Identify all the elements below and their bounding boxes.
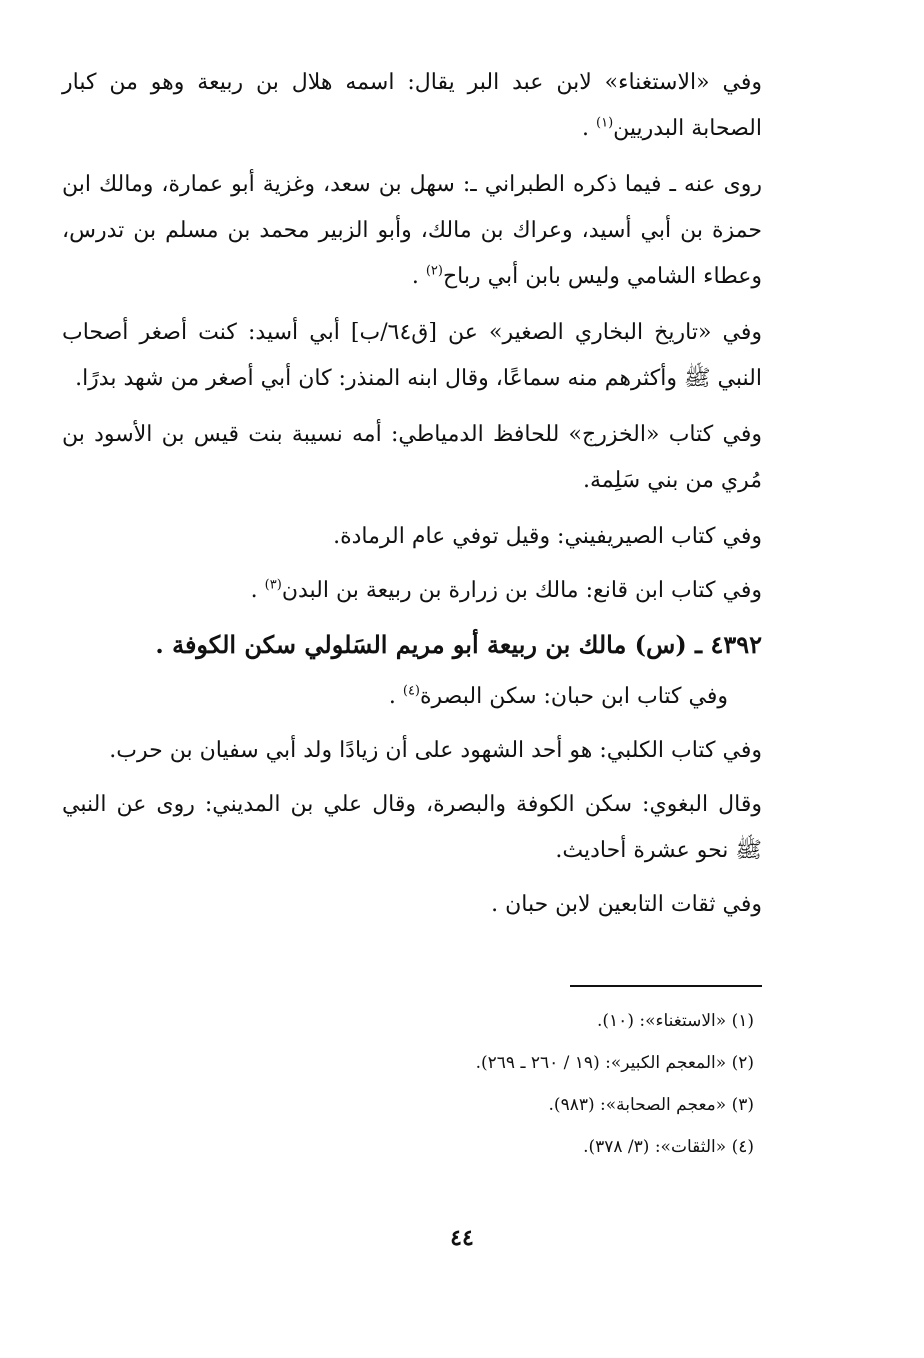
- footnote-ref-3: (٣): [264, 577, 282, 593]
- paragraph-text: وفي ثقات التابعين لابن حبان .: [491, 892, 762, 917]
- footnote-3: (٣) «معجم الصحابة»: (٩٨٣).: [548, 1095, 754, 1115]
- paragraph-text: وفي «الاستغناء» لابن عبد البر يقال: اسمه هلال بن ربيعة وهو من كبار الصحابة البدريين: [62, 70, 762, 141]
- paragraph-text: وفي كتاب «الخزرج» للحافظ الدمياطي: أمه نسيبة بنت قيس بن الأسود بن مُري من بني سَلِمة.: [62, 422, 762, 493]
- paragraph-end: .: [411, 264, 426, 289]
- paragraph-sayrafini: [62, 514, 762, 560]
- main-text: [62, 60, 762, 936]
- footnote-4: (٤) «الثقات»: (٣/ ٣٧٨).: [583, 1137, 754, 1157]
- paragraph-text: وفي كتاب الكلبي: هو أحد الشهود على أن زيادًا ولد أبي سفيان بن حرب.: [109, 738, 762, 763]
- paragraph-text: وقال البغوي: سكن الكوفة والبصرة، وقال علي بن المديني: روى عن النبي ﷺ نحو عشرة أحاديث.: [62, 792, 762, 863]
- paragraph-text: وفي «تاريخ البخاري الصغير» عن [ق٦٤/ب] أبي أسيد: كنت أصغر أصحاب النبي ﷺ وأكثرهم منه سماعًا، وقال ابنه المنذر: كان أبي أصغر من شهد بدرًا.: [62, 320, 763, 391]
- paragraph-end: .: [250, 578, 265, 603]
- paragraph-text: روى عنه ـ فيما ذكره الطبراني ـ: سهل بن سعد، وغزية أبو عمارة، ومالك ابن حمزة بن أبي أسيد، وعراك بن مالك، وأبو الزبير محمد بن مسلم بن تدرس، وعطاء الشامي وليس بابن أبي رباح: [62, 172, 762, 289]
- paragraph-text: وفي كتاب الصيريفيني: وقيل توفي عام الرمادة.: [333, 524, 762, 549]
- paragraph-ibn-qani: [62, 568, 762, 614]
- footnote-ref-1: (١): [596, 115, 614, 131]
- footnote-ref-4: (٤): [402, 683, 420, 699]
- paragraph-kalbi: [62, 728, 762, 774]
- paragraph-narrators: [62, 162, 762, 300]
- footnote-1: (١) «الاستغناء»: (١٠).: [597, 1011, 754, 1031]
- page-number: ٤٤: [450, 1225, 474, 1251]
- paragraph-thiqat: [62, 882, 762, 928]
- entry-heading: ٤٣٩٢ ـ (س) مالك بن ربيعة أبو مريم السَلولي سكن الكوفة .: [155, 630, 762, 659]
- paragraph-end: .: [388, 684, 403, 709]
- footnote-ref-2: (٢): [425, 263, 443, 279]
- paragraph-bukhari: [62, 310, 762, 402]
- paragraph-istighna: [62, 60, 762, 152]
- footnotes: [62, 1000, 762, 1168]
- paragraph-end: .: [582, 116, 597, 141]
- paragraph-baghawi: [62, 782, 762, 874]
- footnote-2: (٢) «المعجم الكبير»: (١٩ / ٢٦٠ ـ ٢٦٩).: [475, 1053, 754, 1073]
- paragraph-text: وفي كتاب ابن حبان: سكن البصرة: [420, 684, 728, 709]
- paragraph-khazraj: [62, 412, 762, 504]
- paragraph-ibn-hibban: [62, 674, 762, 720]
- paragraph-text: وفي كتاب ابن قانع: مالك بن زرارة بن ربيعة بن البدن: [281, 578, 762, 603]
- footnote-divider: [570, 985, 762, 987]
